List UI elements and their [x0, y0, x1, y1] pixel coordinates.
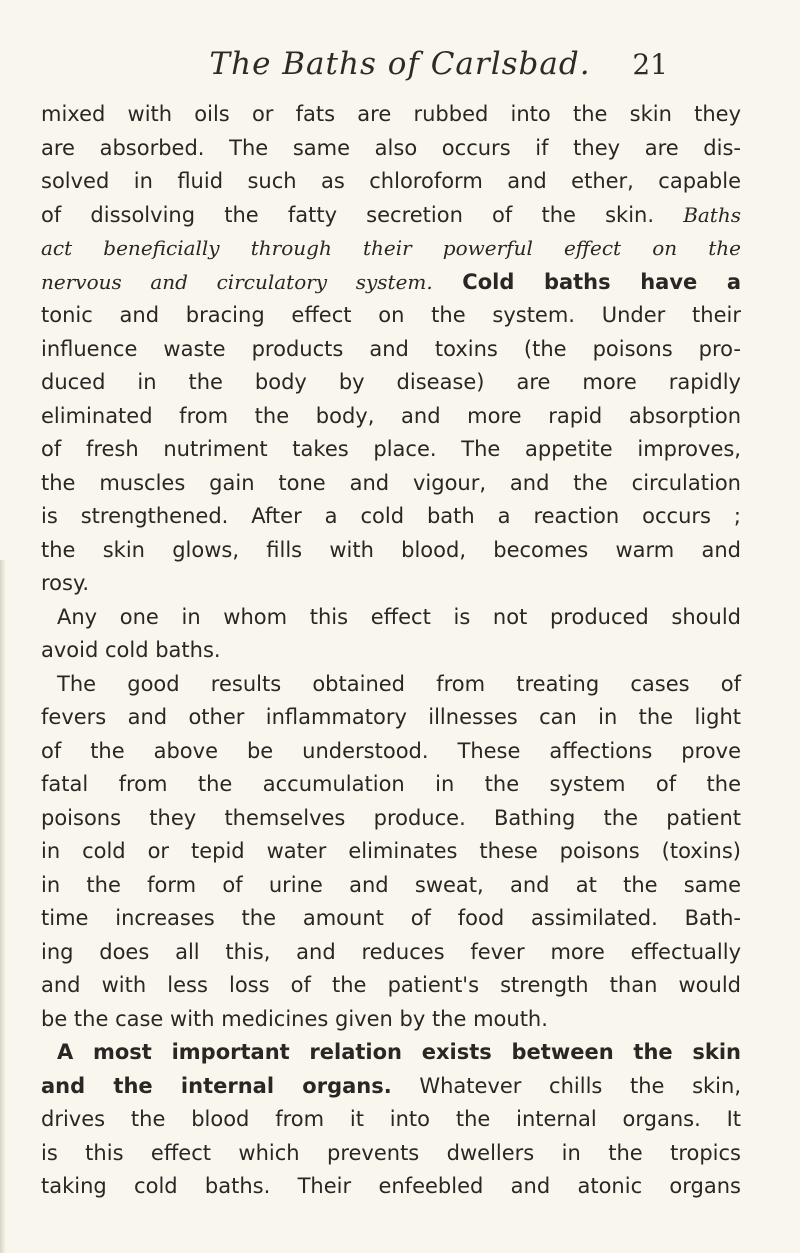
text-line: [41, 98, 741, 132]
text-line: [41, 199, 741, 233]
text-run: A most important relation exists between the skin: [57, 1040, 741, 1064]
text-line: [41, 902, 741, 936]
text-run: nervous and circulatory system.: [41, 269, 433, 294]
page-number: 21: [632, 48, 668, 81]
text-run: in cold or tepid water eliminates these poisons (toxins): [41, 839, 741, 863]
text-run: the muscles gain tone and vigour, and the circulation: [41, 470, 741, 495]
text-run: is this effect which prevents dwellers in the tropics: [41, 1140, 741, 1165]
text-run: taking cold baths. Their enfeebled and atonic organs: [41, 1174, 741, 1198]
text-run: of dissolving the fatty secretion of the skin.: [41, 202, 684, 227]
text-line: [41, 299, 741, 333]
text-line: [41, 232, 741, 266]
text-run: of the above be understood. These affections prove: [41, 738, 741, 763]
text-line: [41, 467, 741, 501]
text-line: [41, 500, 741, 534]
text-line: [41, 634, 741, 668]
text-run: are absorbed. The same also occurs if they are dis-: [41, 135, 741, 160]
text-run: Whatever chills the skin,: [391, 1073, 742, 1098]
text-line: [41, 165, 741, 199]
text-line: [41, 969, 741, 1003]
text-line: [41, 400, 741, 434]
body-text: [41, 98, 741, 1204]
text-run: ing does all this, and reduces fever more effectually: [41, 939, 741, 964]
text-run: drives the blood from it into the internal organs. It: [41, 1107, 741, 1131]
text-line: [41, 1103, 741, 1137]
text-run: mixed with oils or fats are rubbed into the skin they: [41, 102, 741, 126]
text-run: The good results obtained from treating cases of: [57, 671, 741, 696]
text-line: [41, 668, 741, 702]
text-run: poisons they themselves produce. Bathing the patient: [41, 805, 741, 830]
text-run: Cold baths have a: [432, 269, 741, 294]
text-line: [41, 1170, 741, 1204]
text-run: avoid cold baths.: [41, 638, 221, 662]
text-line: [41, 366, 741, 400]
page-spine-shadow: [0, 560, 6, 1253]
text-line: [41, 768, 741, 802]
text-line: [41, 567, 741, 601]
text-run: in the form of urine and sweat, and at the same: [41, 872, 741, 897]
text-line: [41, 333, 741, 367]
text-line: [41, 266, 741, 300]
text-run: of fresh nutriment takes place. The appetite improves,: [41, 437, 741, 461]
text-run: influence waste products and toxins (the poisons pro-: [41, 336, 741, 361]
text-run: fatal from the accumulation in the system of the: [41, 772, 741, 796]
text-run: rosy.: [41, 571, 90, 595]
text-line: [41, 936, 741, 970]
text-line: [41, 869, 741, 903]
text-line: [41, 1003, 741, 1037]
text-line: [41, 132, 741, 166]
text-run: solved in fluid such as chloroform and ether, capable: [41, 169, 741, 193]
text-line: [41, 601, 741, 635]
text-line: [41, 835, 741, 869]
text-run: time increases the amount of food assimilated. Bath-: [41, 906, 741, 930]
text-line: [41, 534, 741, 568]
text-run: and with less loss of the patient's strength than would: [41, 973, 741, 997]
text-run: the skin glows, fills with blood, becomes warm and: [41, 537, 741, 562]
running-title: The Baths of Carlsbad.: [209, 46, 591, 82]
text-line: [41, 802, 741, 836]
text-line: [41, 701, 741, 735]
text-line: [41, 735, 741, 769]
text-line: [41, 1036, 741, 1070]
text-line: [41, 433, 741, 467]
text-run: be the case with medicines given by the mouth.: [41, 1006, 548, 1031]
text-run: Baths: [683, 202, 741, 227]
text-run: tonic and bracing effect on the system. Under their: [41, 303, 741, 327]
text-run: Any one in whom this effect is not produced should: [57, 604, 741, 629]
text-run: is strengthened. After a cold bath a reaction occurs ;: [41, 504, 741, 528]
text-run: duced in the body by disease) are more rapidly: [41, 370, 741, 394]
text-line: [41, 1137, 741, 1171]
text-run: and the internal organs.: [41, 1073, 392, 1098]
text-run: act beneficially through their powerful effect on the: [41, 236, 741, 260]
text-run: eliminated from the body, and more rapid absorption: [41, 403, 741, 428]
text-line: [41, 1070, 741, 1104]
page-header: [0, 46, 800, 96]
text-run: fevers and other inflammatory illnesses can in the light: [41, 705, 741, 729]
